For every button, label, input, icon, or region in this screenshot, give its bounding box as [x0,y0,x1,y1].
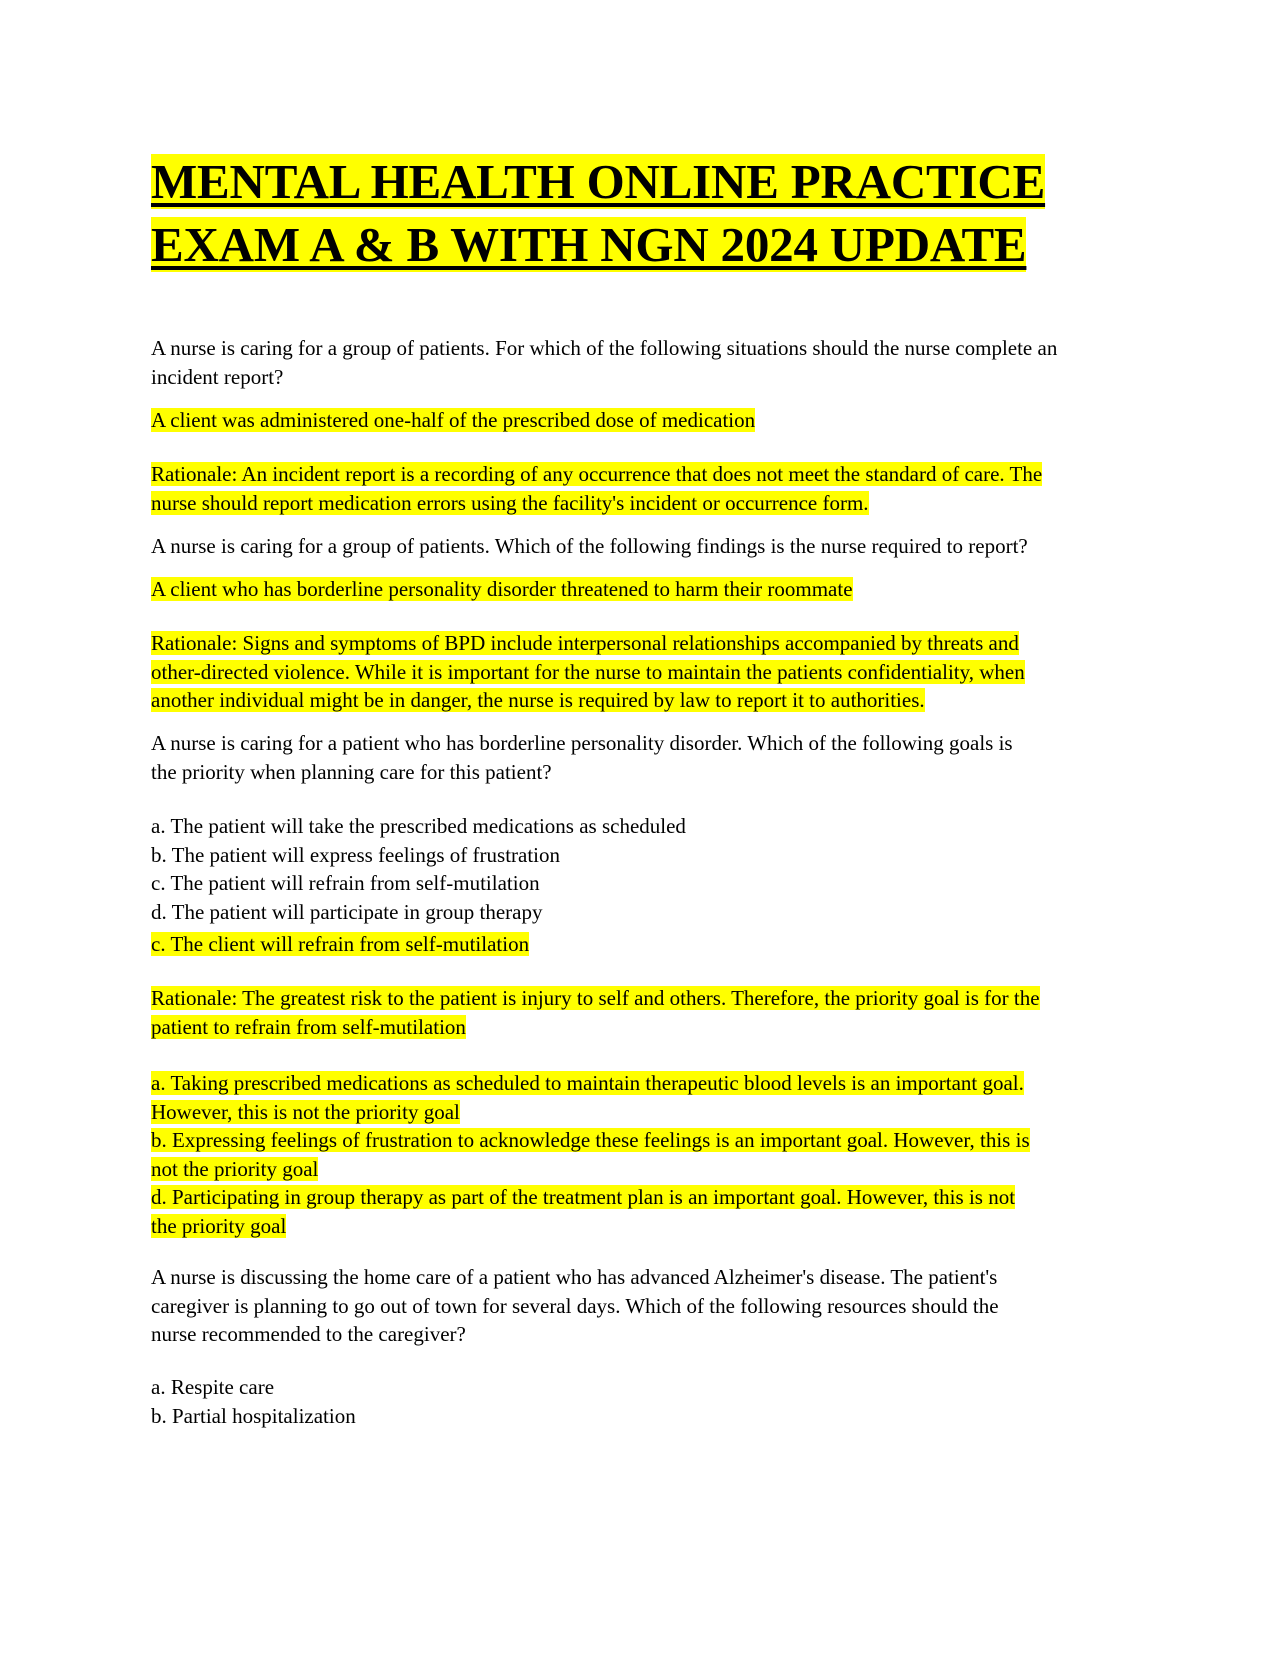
question-1-answer: A client was administered one-half of the prescribed dose of medication [151,408,756,432]
question-3-rationale: Rationale: The greatest risk to the patient is injury to self and others. Therefore, the priority goal is for the patient to refrain from self-mutilation [151,986,1040,1039]
question-1-rationale: Rationale: An incident report is a recording of any occurrence that does not meet the standard of care. The nurse should report medication errors using the facility's incident or occurrence form. [151,462,1043,515]
document-title: MENTAL HEALTH ONLINE PRACTICE EXAM A & B WITH NGN 2024 UPDATE [151,154,1046,272]
option-b: b. The patient will express feelings of frustration [151,842,561,867]
option-b: b. Partial hospitalization [151,1403,356,1428]
question-4-options [151,1373,1141,1430]
option-a: a. The patient will take the prescribed medications as scheduled [151,814,686,838]
question-3-text: A nurse is caring for a patient who has borderline personality disorder. Which of the following goals is the priority when planning care for this patient? [151,731,1013,784]
question-1-text: A nurse is caring for a group of patients. For which of the following situations should the nurse complete an incident report? [151,336,1058,389]
option-a: a. Respite care [151,1375,275,1399]
question-1 [151,334,1141,391]
question-3-options [151,812,1141,926]
question-2-text: A nurse is caring for a group of patients. Which of the following findings is the nurse required to report? [151,534,1028,558]
question-4-text: A nurse is discussing the home care of a patient who has advanced Alzheimer's disease. The patient's caregiver is planning to go out of town for several days. Which of the following resources should the nurse recommended to the caregiver? [151,1265,999,1347]
question-2-answer: A client who has borderline personality disorder threatened to harm their roommate [151,577,853,601]
document-page [151,150,1141,1428]
option-c: c. The patient will refrain from self-mutilation [151,871,540,896]
question-3-explanations: a. Taking prescribed medications as scheduled to maintain therapeutic blood levels is an important goal. However, this is not the priority goal b. Expressing feelings of frustration to acknowledge these feelings is an important goal. However, this is not the priority goal d. Participating in group therapy as part of the treatment plan is an important goal. However, this is not the priority goal [151,1071,1030,1238]
question-3-answer: c. The client will refrain from self-mutilation [151,932,530,956]
option-d: d. The patient will participate in group therapy [151,899,543,924]
question-2-rationale: Rationale: Signs and symptoms of BPD include interpersonal relationships accompanied by threats and other-directed violence. While it is important for the nurse to maintain the patients confidentiality, when another individual might be in danger, the nurse is required by law to report it to authorities. [151,631,1025,713]
